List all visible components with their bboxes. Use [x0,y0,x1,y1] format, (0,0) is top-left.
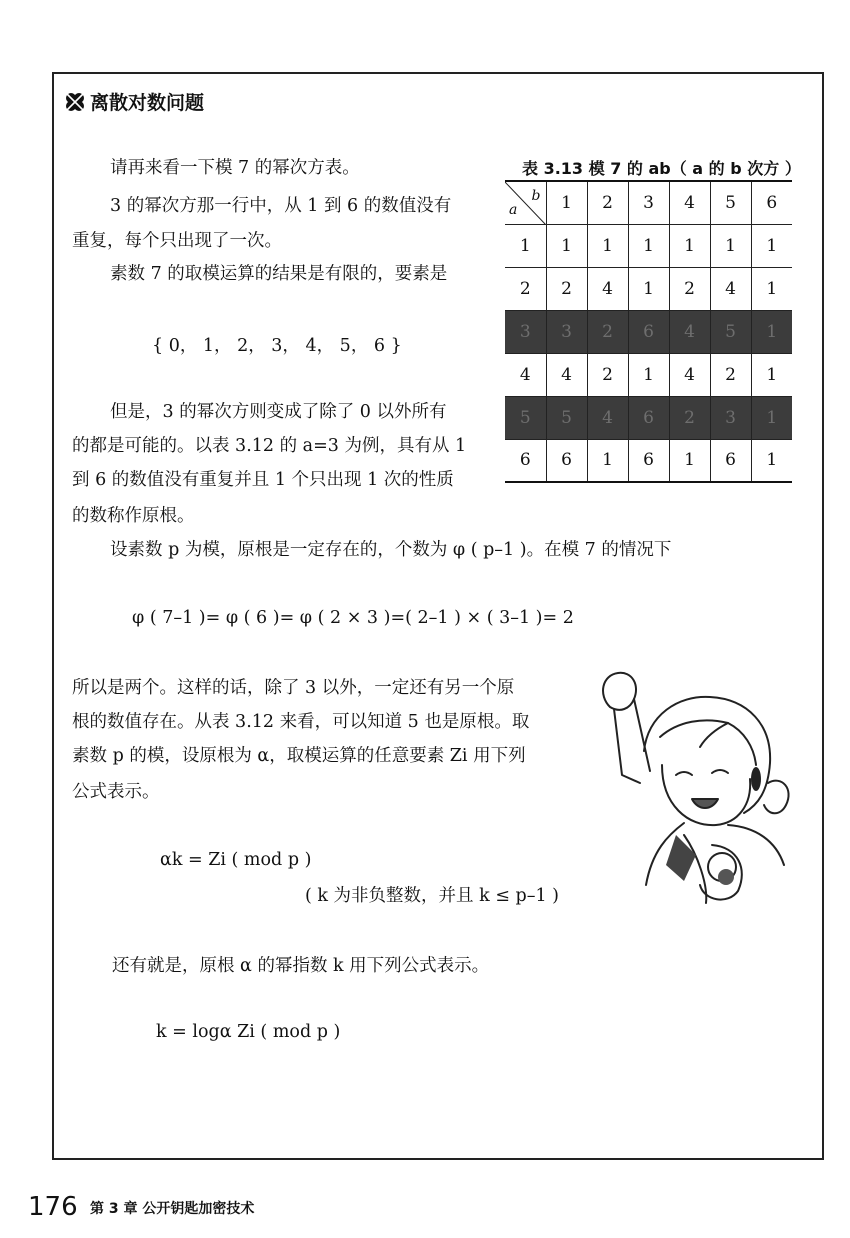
table-header-b-3: 3 [628,181,669,224]
table-cell: 6 [710,439,751,482]
table-cell: 1 [751,353,792,396]
table-row [505,310,792,353]
table-cell: 4 [546,353,587,396]
table-row-label-a: 2 [505,267,546,310]
table-cell: 4 [669,353,710,396]
table-corner-cell [505,181,546,224]
chapter-title: 第 3 章 公开钥匙加密技术 [90,1201,255,1217]
paragraph-6-line-4: 公式表示。 [72,782,160,802]
table-cell: 1 [628,224,669,267]
power-table [505,180,792,483]
table-cell: 1 [628,353,669,396]
paragraph-4-line-2: 的都是可能的。以表 3.12 的 a=3 为例，具有从 1 [72,436,467,456]
table-cell: 1 [751,396,792,439]
table-cell: 5 [710,310,751,353]
paragraph-4-line-1: 但是，3 的幂次方则变成了除了 0 以外所有 [110,402,447,422]
paragraph-3: 素数 7 的取模运算的结果是有限的，要素是 [110,264,448,284]
table-cell: 2 [669,267,710,310]
paragraph-7: 还有就是，原根 α 的幂指数 k 用下列公式表示。 [112,956,490,976]
equation-condition: ( k 为非负整数，并且 k ≤ p–1 ) [305,886,559,906]
cartoon-character-illustration [588,655,800,905]
table-cell: 6 [628,439,669,482]
table-cell: 1 [669,224,710,267]
table-cell: 1 [751,267,792,310]
table-row [505,224,792,267]
table-caption: 表 3.13 模 7 的 ab（ a 的 b 次方 ） [522,159,801,178]
table-row-label-a: 6 [505,439,546,482]
table-header-b-2: 2 [587,181,628,224]
table-row [505,353,792,396]
table-header-row [505,181,792,224]
paragraph-2-line-2: 重复，每个只出现了一次。 [72,231,282,251]
discrete-log-equation: k = logα Zi ( mod p ) [156,1022,341,1042]
table-cell: 4 [710,267,751,310]
paragraph-5: 设素数 p 为模，原根是一定存在的，个数为 φ ( p–1 )。在模 7 的情况下 [110,540,672,560]
table-header-b-5: 5 [710,181,751,224]
table-cell: 2 [587,310,628,353]
table-cell: 5 [546,396,587,439]
table-cell: 1 [628,267,669,310]
table-cell: 6 [546,439,587,482]
table-header-b-4: 4 [669,181,710,224]
paragraph-1: 请再来看一下模 7 的幂次方表。 [110,158,360,178]
paragraph-2-line-1: 3 的幂次方那一行中，从 1 到 6 的数值没有 [110,196,452,216]
table-header-b-1: 1 [546,181,587,224]
table-cell: 4 [669,310,710,353]
table-cell: 4 [587,267,628,310]
table-cell: 6 [628,310,669,353]
section-title [64,88,204,115]
power-table-body [505,181,792,482]
table-cell: 1 [546,224,587,267]
table-cell: 3 [546,310,587,353]
table-row [505,267,792,310]
table-row-label-a: 4 [505,353,546,396]
clover-icon [64,91,86,113]
table-cell: 1 [751,439,792,482]
table-cell: 1 [751,310,792,353]
table-cell: 1 [669,439,710,482]
table-header-b-6: 6 [751,181,792,224]
paragraph-6-line-3: 素数 p 的模，设原根为 α，取模运算的任意要素 Zi 用下列 [72,746,526,766]
table-cell: 1 [587,224,628,267]
table-cell: 4 [587,396,628,439]
table-cell: 2 [546,267,587,310]
table-cell: 6 [628,396,669,439]
corner-label-a: a [509,201,518,218]
table-row-label-a: 3 [505,310,546,353]
paragraph-6-line-1: 所以是两个。这样的话，除了 3 以外，一定还有另一个原 [72,678,515,698]
page-number: 176 [28,1192,78,1222]
element-set: { 0， 1， 2， 3， 4， 5， 6 } [152,336,402,356]
table-row [505,439,792,482]
table-cell: 1 [751,224,792,267]
section-title-text: 离散对数问题 [90,92,205,114]
table-row-label-a: 5 [505,396,546,439]
table-row-label-a: 1 [505,224,546,267]
table-cell: 1 [587,439,628,482]
table-cell: 3 [710,396,751,439]
table-row [505,396,792,439]
paragraph-4-line-3: 到 6 的数值没有重复并且 1 个只出现 1 次的性质 [72,470,454,490]
corner-label-b: b [531,188,541,204]
table-cell: 2 [710,353,751,396]
paragraph-6-line-2: 根的数值存在。从表 3.12 来看，可以知道 5 也是原根。取 [72,712,530,732]
table-cell: 2 [587,353,628,396]
table-cell: 2 [669,396,710,439]
paragraph-4-line-4: 的数称作原根。 [72,506,195,526]
euler-phi-equation: φ ( 7–1 )= φ ( 6 )= φ ( 2 × 3 )=( 2–1 ) × ( 3–1 )= 2 [132,608,574,628]
primitive-root-equation: αk = Zi ( mod p ) [160,850,312,870]
table-cell: 1 [710,224,751,267]
